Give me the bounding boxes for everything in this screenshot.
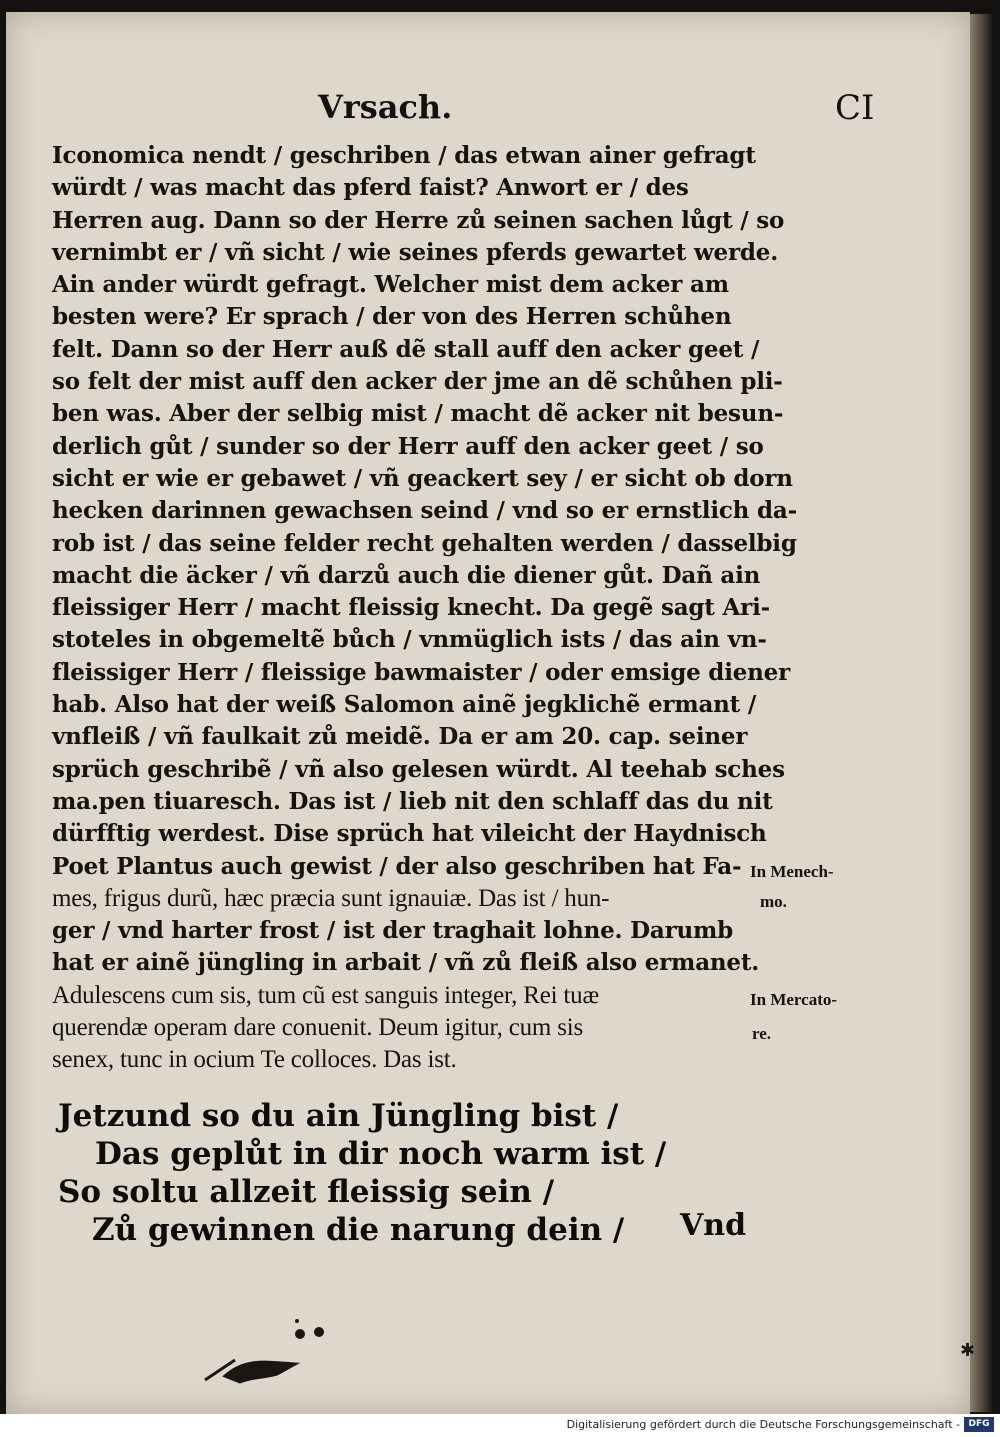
marginal-note-mercatore-cont: re.: [752, 1024, 772, 1043]
verse-line: Jetzund so du ain Jüngling bist /: [58, 1098, 619, 1134]
body-line-latin: querendæ operam dare conuenit. Deum igitur, cum sis: [52, 1014, 584, 1042]
body-line: ger / vnd harter frost / ist der traghait lohne. Darumb: [52, 917, 734, 945]
body-line: Poet Plantus auch gewist / der also geschriben hat Fa-: [52, 852, 742, 880]
corner-mark-icon: ✱: [960, 1340, 976, 1361]
ink-dot: [295, 1329, 305, 1339]
body-line-latin: senex, tunc in ocium Te colloces. Das ist.: [52, 1046, 457, 1074]
marginal-note-menechmo-cont: mo.: [760, 892, 787, 911]
body-line: sprüch geschribẽ / vñ also gelesen würdt. Al teehab sches: [52, 755, 785, 783]
verse-line: So soltu allzeit fleissig sein /: [58, 1174, 555, 1210]
marginal-note-menechmo: In Menech-: [750, 862, 834, 881]
body-line: stoteles in obgemeltẽ bůch / vnmüglich ists / das ain vn-: [52, 626, 767, 654]
catchword: Vnd: [680, 1208, 747, 1243]
verse-line: Das geplůt in dir noch warm ist /: [95, 1136, 667, 1172]
body-line: felt. Dann so der Herr auß dẽ stall auff den acker geet /: [52, 335, 760, 363]
body-line: vnfleiß / vñ faulkait zů meidẽ. Da er am 20. cap. seiner: [52, 723, 748, 751]
body-line: rob ist / das seine felder recht gehalten werden / dasselbig: [52, 529, 797, 557]
body-line: würdt / was macht das pferd faist? Anwort er / des: [52, 174, 689, 202]
body-line: hecken darinnen gewachsen seind / vnd so er ernstlich da-: [52, 497, 797, 525]
page-edge-shadow: [970, 14, 992, 1412]
body-line: derlich gůt / sunder so der Herr auff den acker geet / so: [52, 432, 764, 460]
ink-blot-ornament: [195, 1318, 325, 1398]
body-line: vernimbt er / vñ sicht / wie seines pferds gewartet werde.: [52, 238, 779, 266]
footer-credit: Digitalisierung gefördert durch die Deutsche Forschungsgemeinschaft -: [566, 1418, 960, 1431]
body-line: ben was. Aber der selbig mist / macht dẽ acker nit besun-: [52, 400, 784, 428]
body-line: macht die äcker / vñ darzů auch die diener gůt. Dañ ain: [52, 561, 761, 589]
running-header-title: Vrsach.: [318, 88, 453, 126]
body-line: hat er ainẽ jüngling in arbait / vñ zů fleiß also ermanet.: [52, 949, 760, 977]
body-line: ma.pen tiuaresch. Das ist / lieb nit den schlaff das du nit: [52, 787, 773, 815]
body-line: dürfftig werdest. Dise sprüch hat vileicht der Haydnisch: [52, 820, 767, 848]
body-line: hab. Also hat der weiß Salomon ainẽ jegklichẽ ermant /: [52, 691, 757, 719]
body-line: fleissiger Herr / fleissige bawmaister / oder emsige diener: [52, 658, 791, 686]
body-line: Ain ander würdt gefragt. Welcher mist dem acker am: [52, 271, 729, 299]
body-line: Iconomica nendt / geschriben / das etwan ainer gefragt: [52, 142, 756, 169]
body-line-latin: Adulescens cum sis, tum cũ est sanguis integer, Rei tuæ: [52, 981, 599, 1009]
body-line: fleissiger Herr / macht fleissig knecht. Da gegẽ sagt Ari-: [52, 594, 770, 622]
ink-stroke: [205, 1360, 295, 1382]
marginal-note-mercatore: In Mercato-: [750, 990, 838, 1009]
folio-number: CI: [835, 88, 875, 128]
dfg-logo: DFG: [964, 1417, 994, 1432]
body-line: besten were? Er sprach / der von des Herren schůhen: [52, 303, 732, 331]
body-line: sicht er wie er gebawet / vñ geackert sey / er sicht ob dorn: [52, 464, 793, 492]
body-line-latin: mes, frigus durũ, hæc præcia sunt ignauiæ. Das ist / hun-: [52, 884, 610, 912]
ink-dot: [295, 1319, 299, 1323]
body-line: Herren aug. Dann so der Herre zů seinen sachen lůgt / so: [52, 206, 785, 234]
ink-dot: [314, 1327, 324, 1337]
body-line: so felt der mist auff den acker der jme an dẽ schůhen pli-: [52, 368, 783, 396]
verse-line: Zů gewinnen die narung dein /: [92, 1212, 625, 1248]
